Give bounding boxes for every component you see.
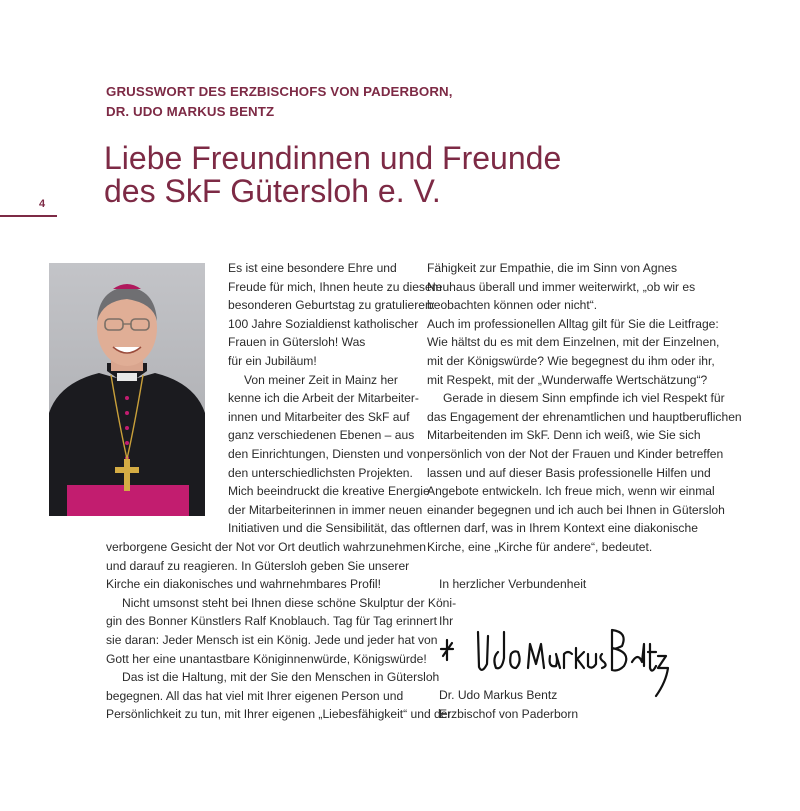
text-line: beobachten können oder nicht“. [427, 298, 598, 313]
kicker-heading [106, 82, 626, 122]
text-line: lassen und auf dieser Basis professionelle Hilfen und [427, 465, 711, 480]
text-line: Gott her eine unantastbare Königinnenwürde, Königswürde! [106, 651, 427, 666]
text-line: begegnen. All das hat viel mit Ihrer eigenen Person und [106, 688, 404, 703]
closing-greeting-text: In herzlicher Verbundenheit [439, 577, 587, 591]
portrait-archbishop-icon [49, 263, 205, 516]
text-line: kenne ich die Arbeit der Mitarbeiter- [228, 391, 419, 406]
text-line: Es ist eine besondere Ehre und [228, 261, 397, 275]
text-line: Mich beeindruckt die kreative Energie [228, 484, 430, 499]
page-number: 4 [39, 198, 46, 210]
text-line: Mitarbeitenden im SkF. Denn ich weiß, wie Sie sich [427, 428, 701, 443]
text-line: ganz verschiedenen Ebenen – aus [228, 428, 415, 443]
text-line: Von meiner Zeit in Mainz her [244, 372, 398, 387]
text-line: Initiativen und die Sensibilität, das oft [228, 521, 427, 536]
text-line: für ein Jubiläum! [228, 353, 317, 368]
text-line: Auch im professionellen Alltag gilt für Sie die Leitfrage: [427, 316, 719, 331]
text-line: persönlich von der Not der Frauen und Kinder betreffen [427, 446, 724, 461]
left-column-narrow [228, 259, 442, 538]
text-line: gin des Bonner Künstlers Ralf Knoblauch. Tag für Tag erinnert [106, 614, 437, 629]
text-line: Freude für mich, Ihnen heute zu diesem [228, 279, 442, 294]
text-line: mit der Königswürde? Wie begegnest du ihm oder ihr, [427, 353, 715, 368]
signature-block [439, 686, 739, 723]
title-line-2: des SkF Gütersloh e. V. [104, 173, 441, 209]
text-line: Fähigkeit zur Empathie, die im Sinn von Agnes [427, 261, 678, 275]
text-line: der Mitarbeiterinnen in immer neuen [228, 502, 423, 517]
text-line: Kirche ein diakonisches und wahrnehmbares Profil! [106, 577, 381, 592]
text-line: sie daran: Jeder Mensch ist ein König. Jede und jeder hat von [106, 632, 438, 647]
portrait-photo [49, 263, 205, 516]
text-line: einander begegnen und ich auch bei Ihnen in Gütersloh [427, 502, 725, 517]
closing-greeting [439, 575, 739, 594]
page-title [104, 142, 724, 208]
text-line: Das ist die Haltung, mit der Sie den Menschen in Gütersloh [122, 670, 440, 685]
text-line: Gerade in diesem Sinn empfinde ich viel Respekt für [443, 391, 725, 406]
text-line: besonderen Geburtstag zu gratulieren: [228, 298, 436, 313]
title-line-1: Liebe Freundinnen und Freunde [104, 140, 562, 176]
text-line: Persönlichkeit zu tun, mit Ihrer eigenen „Liebesfähigkeit“ und der [106, 707, 452, 722]
kicker-line-2: DR. UDO MARKUS BENTZ [106, 104, 275, 119]
text-line: den Einrichtungen, Diensten und von [228, 446, 427, 461]
closing-ihr-text: Ihr [439, 614, 454, 628]
right-column [427, 259, 747, 557]
text-line: lernen darf, was in Ihrem Kontext eine diakonische [427, 521, 698, 536]
text-line: innen und Mitarbeiter des SkF auf [228, 409, 410, 424]
left-column-wide [106, 538, 457, 724]
text-line: Nicht umsonst steht bei Ihnen diese schöne Skulptur der Köni- [122, 595, 457, 610]
text-line: verborgene Gesicht der Not vor Ort deutlich wahrzunehmen [106, 540, 426, 554]
text-line: Angebote entwickeln. Ich freue mich, wenn wir einmal [427, 484, 715, 499]
text-line: 100 Jahre Sozialdienst katholischer [228, 316, 419, 331]
text-line: Kirche, eine „Kirche für andere“, bedeutet. [427, 539, 653, 554]
text-line: Frauen in Gütersloh! Was [228, 335, 366, 350]
text-line: Neuhaus überall und immer weiterwirkt, „ob wir es [427, 279, 696, 294]
text-line: und darauf zu reagieren. In Gütersloh geben Sie unserer [106, 558, 410, 573]
signer-name: Dr. Udo Markus Bentz [439, 688, 558, 702]
text-line: das Engagement der ehrenamtlichen und hauptberuflichen [427, 409, 742, 424]
kicker-line-1: GRUSSWORT DES ERZBISCHOFS VON PADERBORN, [106, 84, 453, 99]
text-line: Wie hältst du es mit dem Einzelnen, mit der Einzelnen, [427, 335, 720, 350]
text-line: den unterschiedlichsten Projekten. [228, 465, 413, 480]
page-number-rule [0, 215, 57, 217]
text-line: mit Respekt, mit der „Wunderwaffe Wertschätzung“? [427, 372, 708, 387]
signer-role: Erzbischof von Paderborn [439, 706, 579, 721]
